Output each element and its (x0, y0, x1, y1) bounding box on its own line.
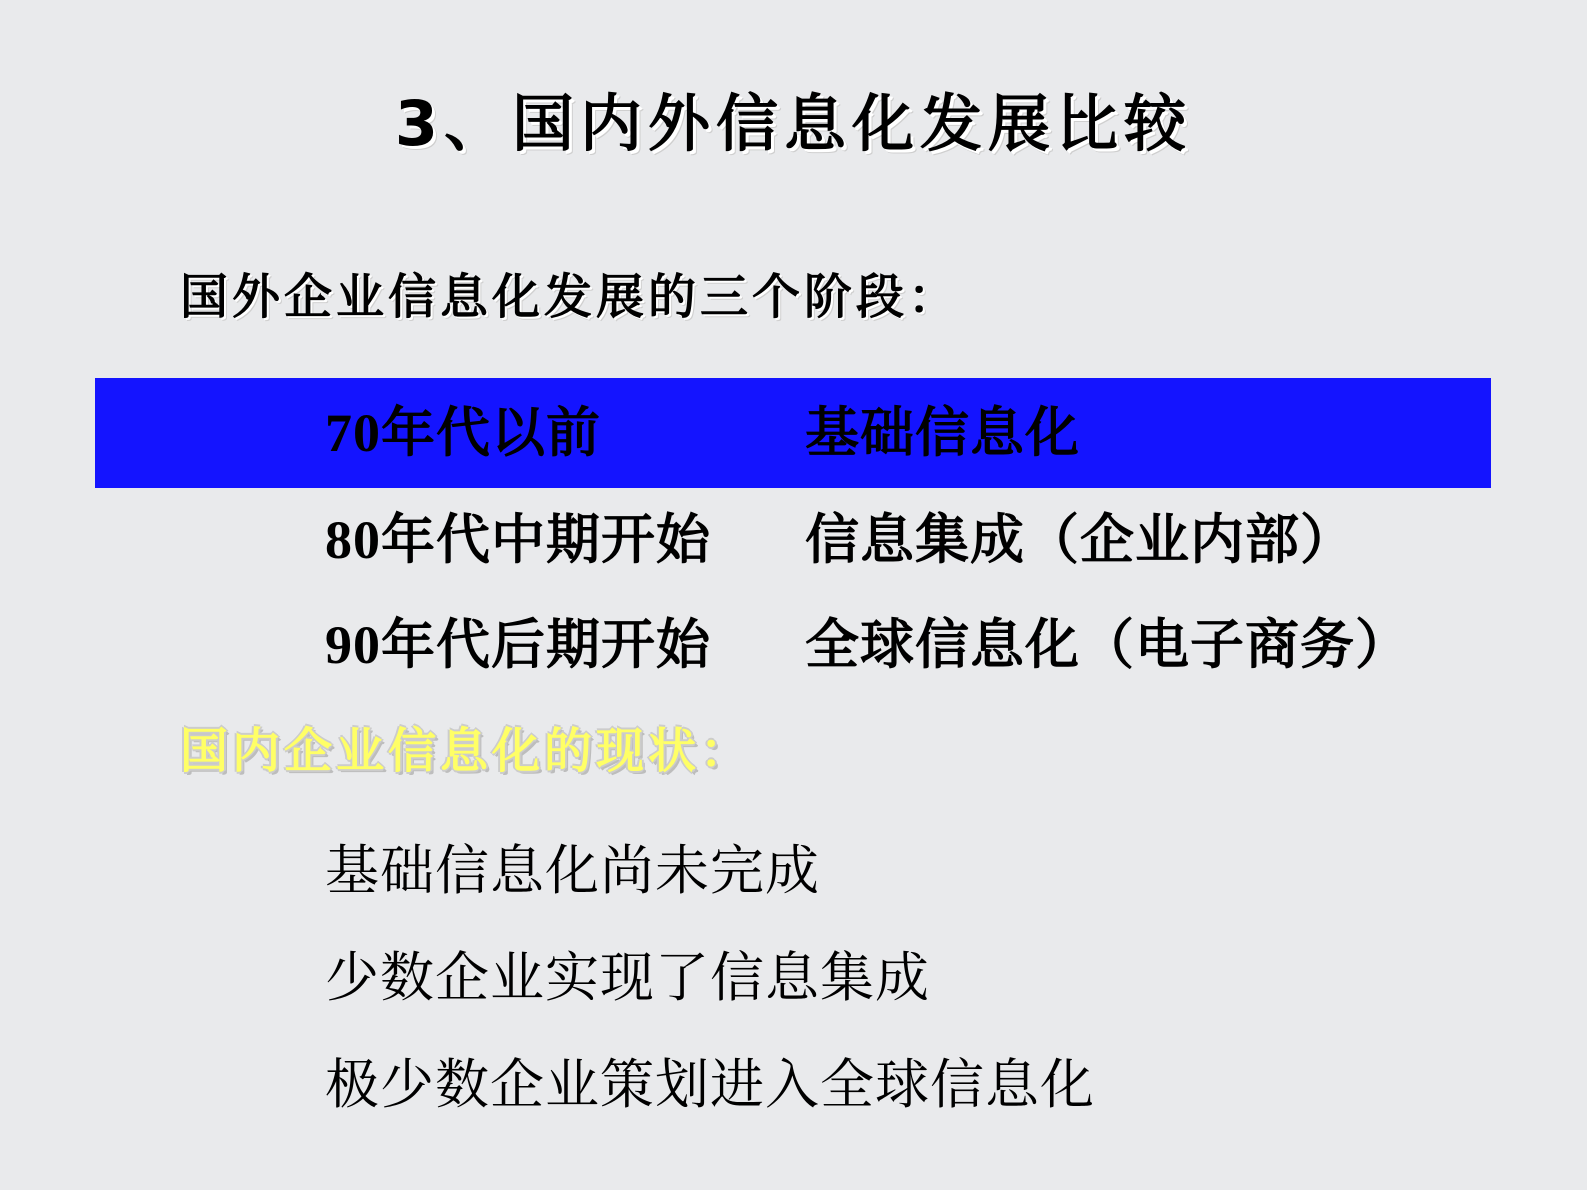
stage-period: 70年代以前 (325, 403, 601, 463)
stage-row (325, 390, 1080, 467)
page-title: 3、国内外信息化发展比较 (394, 87, 1193, 160)
stage-period: 90年代后期开始 (325, 615, 711, 675)
status-item: 少数企业实现了信息集成 (325, 948, 930, 1008)
stage-description: 信息集成（企业内部） (805, 510, 1355, 570)
stage-row (325, 497, 1355, 574)
section-heading-domestic: 国内企业信息化的现状： (180, 723, 753, 779)
stage-period: 80年代中期开始 (325, 510, 711, 570)
stage-description: 全球信息化（电子商务） (805, 615, 1410, 675)
stage-description: 基础信息化 (805, 403, 1080, 463)
status-item: 极少数企业策划进入全球信息化 (325, 1055, 1095, 1115)
stage-row (325, 602, 1410, 679)
status-item: 基础信息化尚未完成 (325, 841, 820, 901)
section-heading-abroad: 国外企业信息化发展的三个阶段： (180, 269, 961, 325)
